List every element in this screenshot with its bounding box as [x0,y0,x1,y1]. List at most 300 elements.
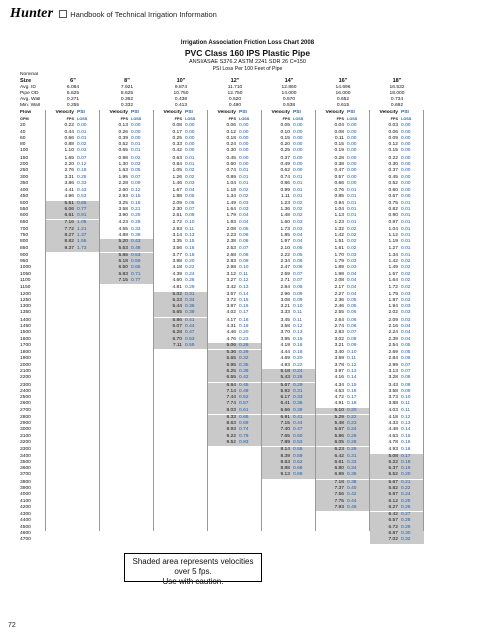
psi-loss-value: 0.01 [185,155,195,161]
psi-loss-value: 0.91 [75,213,100,219]
velocity-value: 8.63 [208,421,237,427]
velocity-value: 1.79 [334,259,344,265]
psi-loss-value: 0.53 [77,194,87,200]
psi-loss-value: 0.15 [401,433,411,439]
psi-loss-value: 0.18 [185,252,195,258]
gpm-value: 4300 [20,512,31,518]
velocity-value: 1.23 [280,200,290,206]
psi-loss-value: 0.00 [347,135,357,141]
velocity-value: 0.24 [226,142,236,148]
psi-loss-value: 0.17 [347,395,357,401]
loss-header: LOSS [77,116,88,121]
gpm-value: 2400 [20,388,31,394]
gpm-value: 1200 [20,291,31,297]
psi-loss-value: 0.03 [347,259,357,265]
psi-loss-value: 0.03 [401,304,411,310]
velocity-value: 9.37 [46,246,75,252]
velocity-value: 0.38 [334,161,344,167]
velocity-value: 4.19 [280,342,290,348]
psi-loss-value: 0.00 [239,123,249,129]
psi-loss-value: 0.00 [239,129,249,135]
velocity-value: 0.17 [172,129,182,135]
psi-loss-value: 0.01 [401,213,411,219]
psi-loss-value: 0.38 [131,233,141,239]
gpm-value: 150 [20,155,29,161]
velocity-value: 0.74 [226,168,236,174]
loss-header: LOSS [131,116,142,121]
velocity-value: 4.02 [226,310,236,316]
psi-loss-value: 0.03 [239,200,249,206]
psi-loss-value: 0.07 [347,330,357,336]
velocity-value: 1.64 [388,278,398,283]
psi-loss-value: 0.18 [347,401,357,407]
gpm-value: 750 [20,233,29,239]
psi-loss-value: 0.38 [237,369,262,375]
velocity-value: 0.04 [334,123,344,129]
gpm-value: 1350 [20,310,31,316]
column-divider [45,110,46,531]
psi-loss-value: 0.03 [401,317,411,323]
velocity-value: 5.43 [262,375,291,381]
velocity-value: 2.34 [280,259,290,265]
psi-loss-value: 0.14 [347,375,357,381]
velocity-value: 4.81 [172,285,182,291]
hunter-logo: Hunter [10,6,54,21]
velocity-value: 4.93 [280,362,290,368]
avg-id-value: 12.860 [281,84,297,90]
velocity-value: 2.20 [64,161,74,167]
velocity-value: 2.16 [388,323,398,329]
pipe-size: 6" [70,78,76,85]
velocity-value: 5.65 [154,310,183,316]
gpm-value: 300 [20,174,29,180]
gpm-value: 1800 [20,350,31,356]
psi-loss-value: 0.47 [183,330,208,336]
psi-loss-value: 0.02 [239,188,249,194]
velocity-value: 0.75 [388,200,398,206]
velocity-value: 3.31 [64,174,74,180]
psi-loss-value: 0.01 [293,180,303,186]
psi-loss-value: 0.11 [185,226,195,232]
note-line-1: Shaded area represents velocities over 5 fps. [132,557,254,576]
psi-loss-value: 0.77 [75,207,100,213]
psi-loss-value: 0.31 [345,454,370,460]
velocity-value: 1.51 [334,239,344,245]
velocity-value: 0.06 [226,123,236,129]
velocity-value: 6.80 [316,466,345,472]
velocity-value: 0.11 [334,135,344,141]
psi-loss-value: 0.20 [399,472,424,478]
velocity-value: 2.24 [388,330,398,336]
psi-loss-value: 0.00 [185,129,195,135]
psi-loss-value: 0.03 [77,148,87,154]
psi-loss-value: 0.17 [399,454,424,460]
psi-loss-value: 0.05 [401,350,411,356]
velocity-value: 3.40 [334,350,344,356]
gpm-value: 1500 [20,330,31,336]
psi-loss-value: 0.33 [291,395,316,401]
psi-loss-value: 0.01 [401,252,411,258]
psi-loss-value: 0.01 [401,226,411,232]
velocity-value: 2.69 [388,350,398,356]
psi-loss-value: 0.00 [401,174,411,180]
psi-loss-value: 0.01 [185,161,195,167]
velocity-value: 6.18 [100,259,129,265]
velocity-value: 0.25 [280,148,290,154]
psi-loss-value: 0.26 [185,278,195,283]
psi-loss-value: 0.26 [345,434,370,440]
psi-loss-value: 0.03 [347,265,357,271]
psi-loss-value: 0.02 [293,206,303,212]
psi-header: PSI [77,109,85,115]
psi-loss-value: 0.00 [293,148,303,154]
velocity-value: 2.55 [334,310,344,316]
psi-loss-value: 0.05 [401,342,411,348]
velocity-value: 6.27 [370,505,399,511]
velocity-value: 5.44 [154,304,183,310]
psi-loss-value: 0.00 [347,180,357,186]
psi-loss-value: 0.11 [293,310,303,316]
min-wall-value: 0.538 [282,103,296,109]
velocity-value: 2.17 [334,285,344,291]
velocity-value: 3.14 [172,233,182,239]
velocity-value: 3.02 [334,336,344,342]
psi-loss-value: 0.00 [401,129,411,135]
velocity-value: 6.42 [316,454,345,460]
velocity-value: 2.27 [334,291,344,297]
psi-loss-value: 0.00 [347,155,357,161]
velocity-header: Velocity [271,109,290,115]
psi-loss-value: 0.04 [347,291,357,297]
psi-loss-value: 0.21 [399,480,424,486]
velocity-value: 1.48 [280,213,290,219]
psi-loss-value: 1.73 [75,246,100,252]
velocity-value: 1.04 [388,226,398,232]
psi-loss-value: 0.02 [77,142,87,148]
psi-loss-value: 0.02 [401,271,411,277]
velocity-value: 1.72 [388,285,398,291]
velocity-value: 1.04 [334,206,344,212]
velocity-value: 2.93 [118,194,128,200]
velocity-value: 6.61 [46,213,75,219]
psi-loss-value: 0.08 [347,336,357,342]
velocity-header: Velocity [379,109,398,115]
psi-header: PSI [239,109,247,115]
velocity-value: 5.08 [370,454,399,460]
velocity-value: 0.67 [388,194,398,200]
psi-loss-value: 0.74 [237,427,262,433]
velocity-value: 6.83 [100,272,129,278]
velocity-value: 1.93 [226,220,236,226]
psi-loss-value: 0.65 [75,201,100,207]
velocity-value: 7.74 [208,401,237,407]
velocity-value: 8.14 [262,447,291,453]
psi-loss-value: 0.23 [239,336,249,342]
psi-loss-value: 0.04 [239,220,249,226]
psi-loss-value: 0.11 [239,271,249,277]
loss-unit: PSI Loss Per 100 Feet of Pipe [212,66,283,72]
psi-loss-value: 0.00 [401,148,411,154]
velocity-value: 0.85 [334,194,344,200]
psi-loss-value: 0.10 [293,304,303,310]
gpm-value: 450 [20,194,29,200]
velocity-value: 3.58 [280,323,290,329]
velocity-value: 6.55 [208,375,237,381]
velocity-value: 0.63 [172,155,182,161]
psi-loss-value: 0.00 [239,135,249,141]
velocity-value: 8.88 [262,466,291,472]
gpm-value: 4200 [20,504,31,510]
psi-loss-value: 0.01 [293,194,303,200]
velocity-value: 1.26 [172,174,182,180]
velocity-value: 0.15 [388,148,398,154]
psi-loss-value: 0.01 [293,174,303,180]
note-line-2: Use with caution. [162,577,224,586]
psi-loss-value: 0.00 [401,194,411,200]
pipe-od-value: 18.000 [389,90,405,96]
velocity-value: 8.33 [208,415,237,421]
velocity-value: 7.02 [370,537,399,543]
velocity-value: 0.42 [172,148,182,154]
gpm-value: 2800 [20,414,31,420]
velocity-value: 1.42 [334,233,344,239]
psi-loss-value: 0.00 [293,168,303,174]
psi-loss-value: 0.05 [239,226,249,232]
psi-loss-value: 0.03 [401,297,411,303]
psi-loss-value: 0.01 [239,174,249,180]
velocity-value: 0.03 [388,123,398,129]
velocity-value: 7.75 [316,499,345,505]
velocity-value: 3.70 [280,330,290,336]
psi-loss-value: 0.18 [293,350,303,356]
velocity-value: 0.12 [226,129,236,135]
psi-loss-value: 0.53 [291,440,316,446]
velocity-value: 5.67 [370,480,399,486]
psi-loss-value: 0.03 [401,291,411,297]
gpm-value: 1700 [20,342,31,348]
gpm-label: GPM [20,116,29,121]
velocity-value: 5.86 [316,434,345,440]
psi-loss-value: 0.06 [185,200,195,206]
psi-loss-value: 0.13 [347,368,357,374]
psi-loss-value: 0.23 [345,421,370,427]
psi-loss-value: 0.16 [401,447,411,453]
loss-header: LOSS [239,116,250,121]
velocity-value: 8.93 [208,427,237,433]
psi-loss-value: 0.01 [347,194,357,200]
velocity-value: 0.12 [388,142,398,148]
velocity-value: 4.78 [388,440,398,446]
psi-loss-value: 0.01 [347,188,357,194]
psi-loss-value: 0.22 [293,362,303,368]
velocity-value: 0.89 [226,174,236,180]
gpm-value: 4100 [20,498,31,504]
shading-note [124,553,262,586]
psi-loss-value: 0.03 [293,220,303,226]
psi-loss-value: 0.01 [347,200,357,206]
velocity-value: 1.12 [388,233,398,239]
gpm-value: 3500 [20,459,31,465]
velocity-value: 3.42 [226,285,236,291]
gpm-value: 550 [20,206,29,212]
velocity-value: 6.06 [46,207,75,213]
min-wall-value: 0.692 [390,103,404,109]
velocity-header: Velocity [55,109,74,115]
velocity-value: 2.10 [280,245,290,251]
loss-header: LOSS [293,116,304,121]
avg-id-value: 9.874 [174,84,188,90]
velocity-value: 6.91 [262,415,291,421]
psi-loss-value: 0.18 [239,317,249,323]
velocity-value: 6.07 [154,324,183,330]
velocity-value: 2.53 [226,245,236,251]
velocity-value: 0.62 [280,168,290,174]
velocity-value: 1.19 [388,239,398,245]
velocity-value: 0.52 [388,180,398,186]
psi-loss-value: 1.37 [75,233,100,239]
gpm-value: 250 [20,168,29,174]
fps-header: FPS [282,116,290,121]
velocity-value: 1.49 [226,200,236,206]
psi-loss-value: 0.02 [185,174,195,180]
psi-loss-value: 1.05 [75,220,100,226]
velocity-value: 1.88 [172,194,182,200]
gpm-value: 3000 [20,427,31,433]
psi-loss-value: 0.34 [345,466,370,472]
pipe-size: 14" [284,78,294,85]
size-label: Size [20,78,32,85]
velocity-value: 4.91 [334,401,344,407]
velocity-value: 1.94 [388,304,398,310]
velocity-value: 6.72 [370,525,399,531]
psi-loss-value: 0.12 [131,188,141,194]
velocity-value: 6.41 [262,401,291,407]
velocity-value: 1.32 [334,226,344,232]
velocity-value: 5.67 [262,383,291,389]
velocity-value: 2.99 [388,362,398,368]
velocity-value: 1.60 [280,220,290,226]
gpm-value: 4400 [20,518,31,524]
gpm-value: 1450 [20,323,31,329]
velocity-value: 1.73 [280,226,290,232]
psi-loss-value: 0.02 [401,278,411,283]
velocity-value: 5.52 [370,472,399,478]
gpm-value: 2100 [20,368,31,374]
velocity-value: 5.20 [100,239,129,245]
velocity-value: 5.29 [316,415,345,421]
velocity-header: Velocity [217,109,236,115]
psi-loss-value: 0.29 [399,525,424,531]
velocity-value: 0.33 [172,142,182,148]
psi-loss-value: 0.07 [293,278,303,283]
psi-loss-value: 0.20 [345,408,370,414]
velocity-value: 7.37 [316,486,345,492]
psi-loss-value: 0.29 [291,383,316,389]
velocity-value: 4.63 [388,433,398,439]
psi-loss-value: 0.02 [401,265,411,271]
psi-loss-value: 0.05 [185,194,195,200]
psi-loss-value: 0.20 [239,330,249,336]
psi-loss-value: 0.15 [185,239,195,245]
psi-loss-value: 0.16 [185,245,195,251]
velocity-value: 0.37 [280,155,290,161]
gpm-value: 20 [20,123,26,129]
velocity-value: 6.84 [208,383,237,389]
velocity-value: 3.35 [172,239,182,245]
gpm-value: 2700 [20,407,31,413]
gpm-value: 1300 [20,304,31,310]
psi-loss-value: 0.44 [345,499,370,505]
velocity-value: 1.61 [334,245,344,251]
psi-loss-value: 0.01 [401,233,411,239]
velocity-value: 6.23 [316,447,345,453]
gpm-value: 1250 [20,297,31,303]
psi-loss-value: 0.06 [293,259,303,265]
velocity-value: 5.02 [154,292,183,298]
velocity-value: 0.45 [226,155,236,161]
psi-loss-value: 0.11 [401,401,411,407]
velocity-value: 0.39 [118,135,128,141]
velocity-value: 0.74 [280,174,290,180]
avg-wall-value: 0.570 [282,97,296,103]
velocity-value: 1.64 [226,206,236,212]
velocity-value: 0.05 [280,123,290,129]
column-divider [153,110,154,531]
psi-loss-value: 0.07 [185,206,195,212]
gpm-value: 1400 [20,317,31,323]
velocity-value: 2.08 [226,226,236,232]
velocity-value: 1.97 [280,239,290,245]
psi-loss-value: 0.41 [183,318,208,324]
gpm-value: 1100 [20,278,31,283]
gpm-value: 950 [20,259,29,265]
fps-header: FPS [174,116,182,121]
velocity-value: 3.72 [226,297,236,303]
velocity-value: 0.22 [388,155,398,161]
psi-loss-value: 0.46 [345,505,370,511]
velocity-value: 4.93 [388,447,398,453]
velocity-value: 0.20 [280,142,290,148]
psi-loss-value: 0.00 [185,135,195,141]
psi-loss-value: 0.01 [401,245,411,251]
min-wall-value: 0.332 [120,103,134,109]
velocity-value: 2.64 [334,317,344,323]
avg-id-value: 6.084 [66,84,80,90]
psi-loss-value: 0.69 [291,472,316,478]
psi-loss-value: 0.07 [77,155,87,161]
psi-loss-value: 0.12 [347,362,357,368]
psi-loss-value: 0.13 [185,233,195,239]
psi-loss-value: 0.04 [293,239,303,245]
chart-title: Irrigation Association Friction Loss Chart 2008 [180,40,315,46]
velocity-value: 2.72 [172,220,182,226]
psi-loss-value: 0.65 [129,265,154,271]
psi-loss-value: 0.12 [77,161,87,167]
velocity-value: 5.06 [208,343,237,349]
psi-loss-value: 0.04 [293,233,303,239]
velocity-value: 0.97 [388,220,398,226]
gpm-value: 700 [20,226,29,232]
psi-loss-value: 0.07 [401,362,411,368]
velocity-value: 9.22 [208,434,237,440]
velocity-value: 5.97 [370,492,399,498]
psi-loss-value: 0.32 [399,537,424,543]
psi-loss-value: 0.09 [293,291,303,297]
psi-loss-value: 0.22 [345,415,370,421]
velocity-value: 1.85 [280,233,290,239]
gpm-value: 3200 [20,440,31,446]
page-header [10,6,217,22]
